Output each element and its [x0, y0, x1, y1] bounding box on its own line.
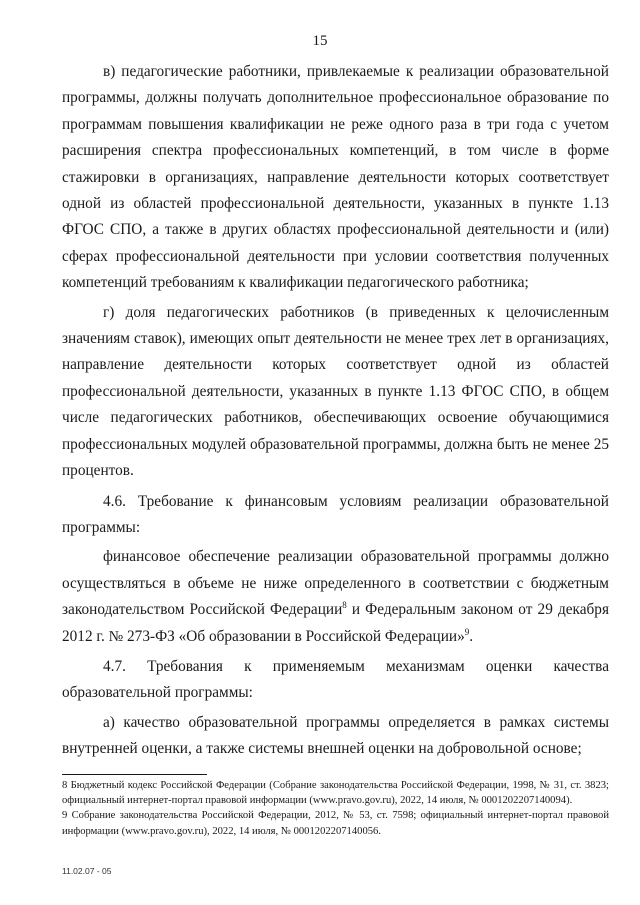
paragraph-financial-part-2: и Федеральным законом от 29 декабря 2012 г. № 273-ФЗ «Об образовании в Российской Федерации»: [62, 601, 609, 645]
footnotes: [62, 778, 609, 839]
footnote-ref-9[interactable]: 9: [464, 626, 470, 637]
paragraph-financial-part-1: финансовое обеспечение реализации образовательной программы должно осуществляться в объеме не ниже определенного в соответствии с бюджетным законодательством Российской Федерации: [62, 548, 609, 619]
paragraph-item-a: а) качество образовательной программы определяется в рамках системы внутренней оценки, а также системы внешней оценки на добровольной основе;: [62, 713, 609, 758]
footnote-9: 9 Собрание законодательства Российской Федерации, 2012, № 53, ст. 7598; официальный интернет-портал правовой информации (www.pravo.gov.ru), 2022, 14 июля, № 0001202207140056.: [62, 810, 609, 837]
footnote-8: 8 Бюджетный кодекс Российской Федерации (Собрание законодательства Российской Федерации, 1998, № 31, ст. 3823; официальный интернет-портал правовой информации (www.pravo.gov.ru), 2022, 14 июля, № 0001202207140094).: [62, 780, 609, 807]
paragraph-financial-part-3: .: [469, 627, 474, 645]
footnote-divider: [62, 774, 207, 775]
paragraph-item-v: в) педагогические работники, привлекаемые к реализации образовательной программы, должны получать дополнительное профессиональное образование по программам повышения квалификации не реже одного раза в три года с учетом расширения спектра профессиональных компетенций, в том числе в форме стажировки в организациях, направление деятельности которых соответствует одной из областей профессиональной деятельности, указанных в пункте 1.13 ФГОС СПО, а также в других областях профессиональной деятельности и (или) сферах профессиональной деятельности при условии соответствия полученных компетенций требованиям к квалификации педагогического работника;: [62, 63, 609, 292]
document-body: [62, 59, 609, 763]
section-heading-4-6: 4.6. Требование к финансовым условиям реализации образовательной программы:: [62, 492, 609, 536]
paragraph-item-g: г) доля педагогических работников (в приведенных к целочисленным значениям ставок), имеющих опыт деятельности не менее трех лет в организациях, направление деятельности которых соответствует одной из областей профессиональной деятельности, указанных в пункте 1.13 ФГОС СПО, в общем числе педагогических работников, обеспечивающих освоение обучающимися профессиональных модулей образовательной программы, должна быть не менее 25 процентов.: [62, 303, 609, 480]
footnote-ref-8[interactable]: 8: [342, 600, 347, 611]
paragraph-financial: [62, 544, 609, 650]
page-number: 15: [312, 33, 328, 49]
section-heading-4-7: 4.7. Требования к применяемым механизмам оценки качества образовательной программы:: [62, 657, 609, 702]
document-code: 11.02.07 - 05: [62, 866, 112, 876]
